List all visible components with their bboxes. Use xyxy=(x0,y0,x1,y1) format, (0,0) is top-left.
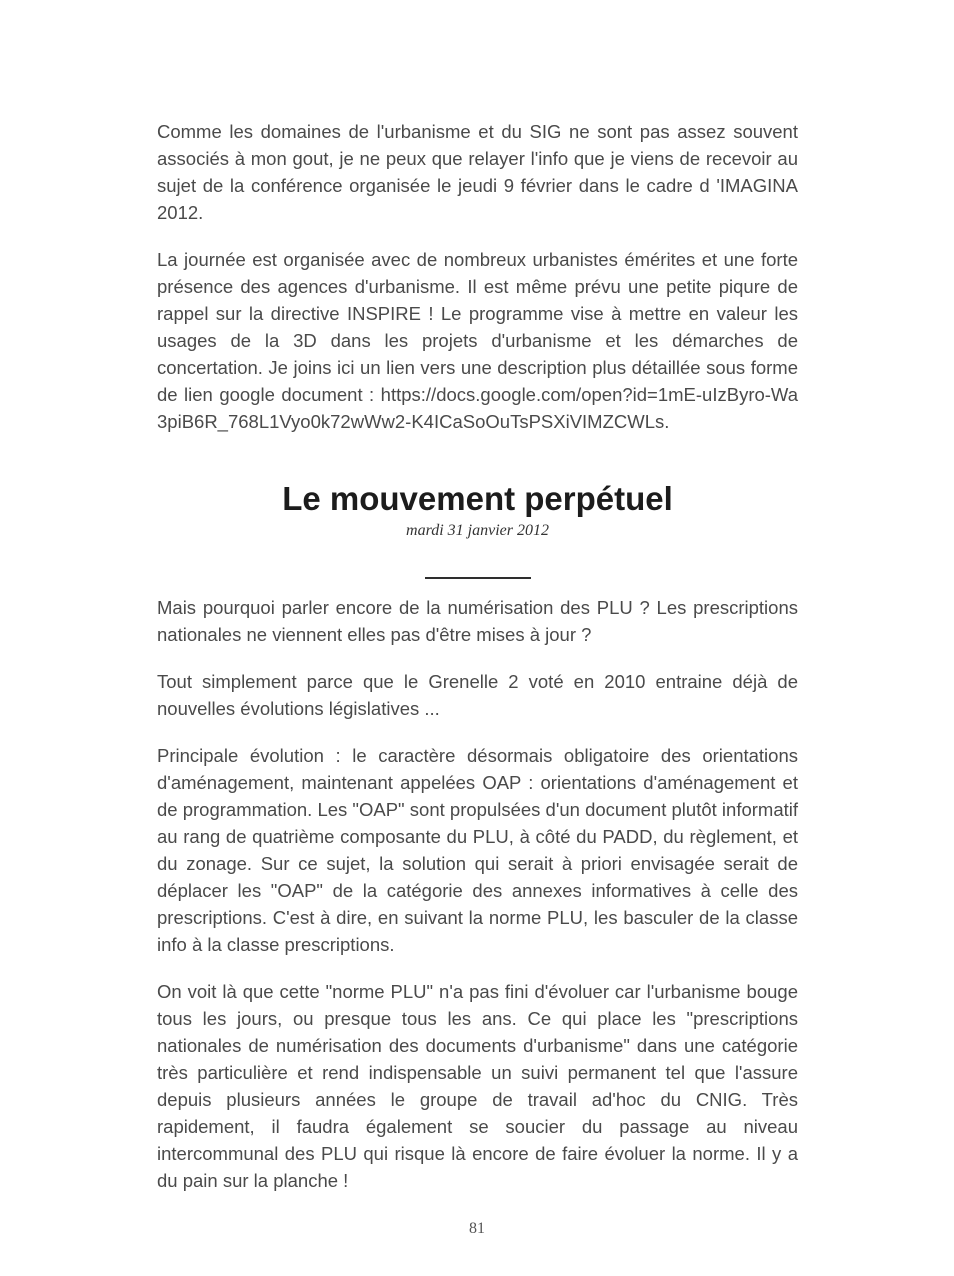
post-title: Le mouvement perpétuel xyxy=(282,480,673,517)
post-paragraph-3: Principale évolution : le caractère désormais obligatoire des orientations d'aménagement, maintenant appelées OAP : orientations d'aménagement et de programmation. Les "OAP" sont propulsées d'un document plutôt informatif au rang de quatrième composante du PLU, à côté du PADD, du règlement, et du zonage. Sur ce sujet, la solution qui serait à priori envisagée serait de déplacer les "OAP" de la catégorie des annexes informatives à celle des prescriptions. C'est à dire, en suivant la norme PLU, les basculer de la classe info à la classe prescriptions. xyxy=(157,745,798,955)
post-paragraph-2: Tout simplement parce que le Grenelle 2 voté en 2010 entraine déjà de nouvelles évolutions législatives ... xyxy=(157,671,798,719)
intro-paragraph-2 xyxy=(157,246,798,435)
post-date: mardi 31 janvier 2012 xyxy=(406,522,549,539)
post-paragraph-4: On voit là que cette "norme PLU" n'a pas fini d'évoluer car l'urbanisme bouge tous les jours, ou presque tous les ans. Ce qui place les "prescriptions nationales de numérisation des documents d'urbanisme" dans une catégorie très particulière et rend indispensable un suivi permanent tel que l'assure depuis plusieurs années le groupe de travail ad'hoc du CNIG. Très rapidement, il faudra également se soucier du passage au niveau intercommunal des PLU qui risque là encore de faire évoluer la norme. Il y a du pain sur la planche ! xyxy=(157,981,798,1191)
intro-paragraph-2-text: La journée est organisée avec de nombreux urbanistes émérites et une forte présence des agences d'urbanisme. Il est même prévu une petite piqure de rappel sur la directive INSPIRE ! Le programme vise à mettre en valeur les usages de la 3D dans les projets d'urbanisme et les démarches de concertation. Je joins ici un lien vers une description plus détaillée sous forme de lien google document : xyxy=(157,249,798,405)
text-column xyxy=(157,118,798,1214)
intro-paragraph-1: Comme les domaines de l'urbanisme et du SIG ne sont pas assez souvent associés à mon gout, je ne peux que relayer l'info que je viens de recevoir au sujet de la conférence organisée le jeudi 9 février dans le cadre d 'IMAGINA 2012. xyxy=(157,121,798,223)
page-number: 81 xyxy=(469,1220,485,1237)
google-doc-link-text: https://docs.google.com/open?id=1mE-uIzByro-Wa3piB6R_768L1Vyo0k72wWw2-K4ICaSoOuTsPSXiVIMZCWLs. xyxy=(157,384,798,432)
section-divider xyxy=(425,577,531,579)
post-paragraph-1: Mais pourquoi parler encore de la numérisation des PLU ? Les prescriptions nationales ne viennent elles pas d'être mises à jour ? xyxy=(157,597,798,645)
